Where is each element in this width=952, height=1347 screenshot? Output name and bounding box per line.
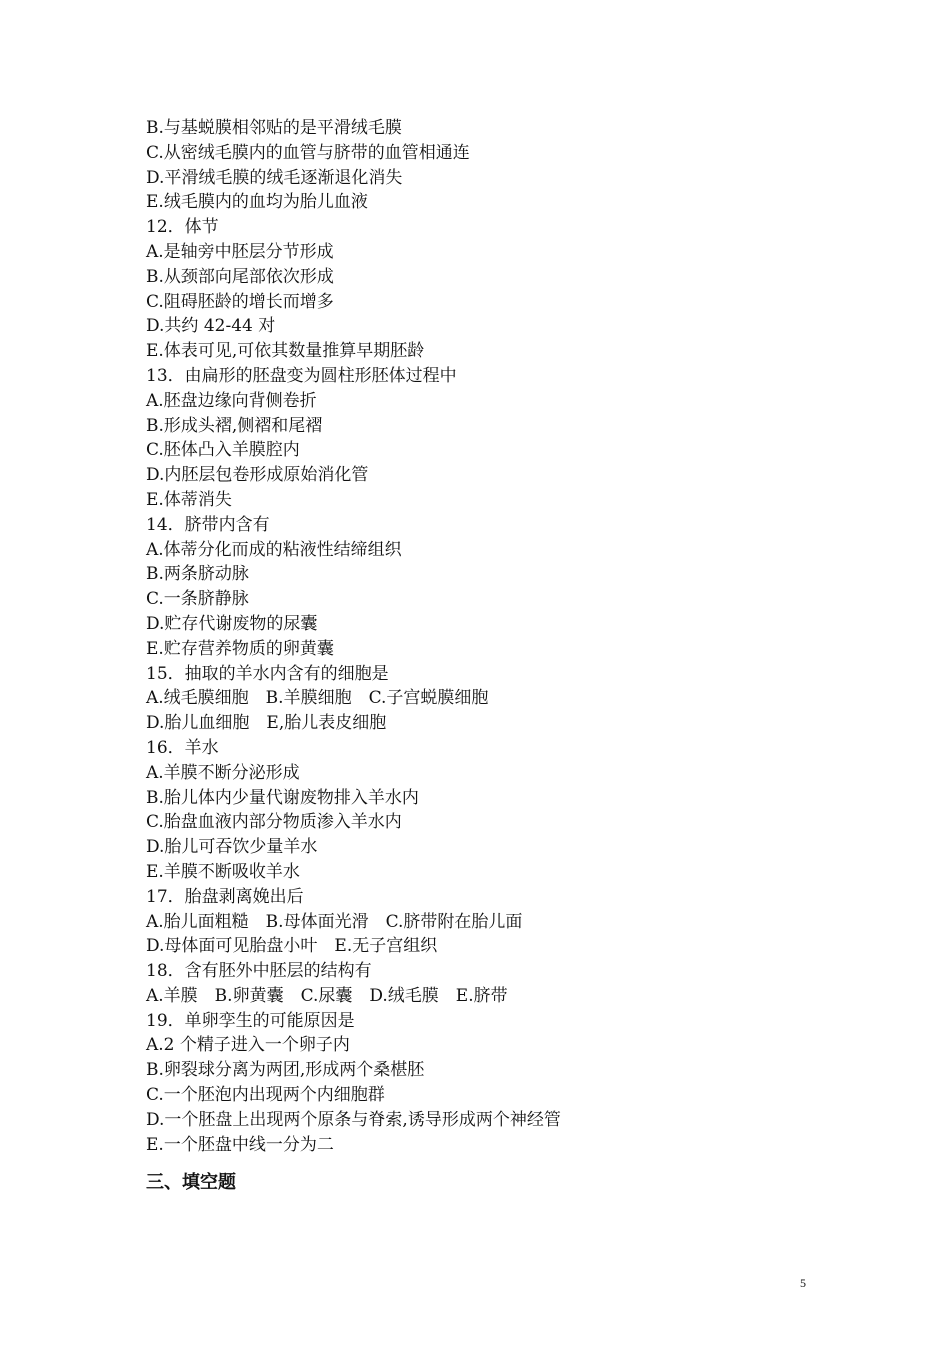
text-line: E.一个胚盘中线一分为二 [146, 1134, 334, 1155]
text-line: A.2 个精子进入一个卵子内 [146, 1035, 350, 1056]
text-line: A.胎儿面粗糙 B.母体面光滑 C.脐带附在胎儿面 [146, 911, 523, 932]
text-line: E.体蒂消失 [146, 489, 232, 510]
question-title: 17．胎盘剥离娩出后 [146, 886, 304, 907]
text-line: B.胎儿体内少量代谢废物排入羊水内 [146, 787, 419, 808]
text-line: C.从密绒毛膜内的血管与脐带的血管相通连 [146, 142, 470, 163]
text-line: C.胎盘血液内部分物质渗入羊水内 [146, 812, 402, 833]
question-title: 12．体节 [146, 217, 219, 238]
text-line: D.贮存代谢废物的尿囊 [146, 613, 318, 634]
text-line: C.阻碍胚龄的增长而增多 [146, 291, 334, 312]
text-line: A.胚盘边缘向背侧卷折 [146, 390, 317, 411]
question-title: 19．单卵孪生的可能原因是 [146, 1010, 355, 1031]
question-title: 13．由扁形的胚盘变为圆柱形胚体过程中 [146, 365, 457, 386]
text-line: B.卵裂球分离为两团,形成两个桑椹胚 [146, 1060, 425, 1081]
question-title: 16．羊水 [146, 737, 219, 758]
text-line: D.内胚层包卷形成原始消化管 [146, 465, 369, 486]
text-line: E.羊膜不断吸收羊水 [146, 861, 300, 882]
text-line: A.羊膜 B.卵黄囊 C.尿囊 D.绒毛膜 E.脐带 [146, 985, 508, 1006]
text-line: B.两条脐动脉 [146, 564, 249, 585]
text-line: D.母体面可见胎盘小叶 E.无子宫组织 [146, 936, 438, 957]
text-line: D.一个胚盘上出现两个原条与脊索,诱导形成两个神经管 [146, 1109, 561, 1130]
page-content [146, 116, 866, 1197]
question-title: 14．脐带内含有 [146, 514, 270, 535]
text-line: A.体蒂分化而成的粘液性结缔组织 [146, 539, 402, 560]
text-line: E.体表可见,可依其数量推算早期胚龄 [146, 341, 425, 362]
text-line: B.从颈部向尾部依次形成 [146, 266, 334, 287]
text-line: E.绒毛膜内的血均为胎儿血液 [146, 192, 368, 213]
text-line: A.是轴旁中胚层分节形成 [146, 241, 334, 262]
text-line: D.平滑绒毛膜的绒毛逐渐退化消失 [146, 167, 403, 188]
question-title: 18．含有胚外中胚层的结构有 [146, 961, 372, 982]
text-line: D.共约 42-44 对 [146, 316, 276, 337]
text-line: A.羊膜不断分泌形成 [146, 762, 300, 783]
section-heading: 三、填空题 [146, 1172, 236, 1194]
text-line: D.胎儿可吞饮少量羊水 [146, 837, 318, 858]
text-line: B.形成头褶,侧褶和尾褶 [146, 415, 323, 436]
text-line: C.一条脐静脉 [146, 589, 249, 610]
text-line: C.一个胚泡内出现两个内细胞群 [146, 1085, 385, 1106]
text-line: B.与基蜕膜相邻贴的是平滑绒毛膜 [146, 118, 402, 138]
text-line: D.胎儿血细胞 E,胎儿表皮细胞 [146, 713, 387, 734]
page-number: 5 [800, 1276, 806, 1290]
text-line: E.贮存营养物质的卵黄囊 [146, 638, 334, 659]
text-line: C.胚体凸入羊膜腔内 [146, 440, 300, 461]
text-line: A.绒毛膜细胞 B.羊膜细胞 C.子宫蜕膜细胞 [146, 688, 489, 709]
question-title: 15．抽取的羊水内含有的细胞是 [146, 663, 389, 684]
